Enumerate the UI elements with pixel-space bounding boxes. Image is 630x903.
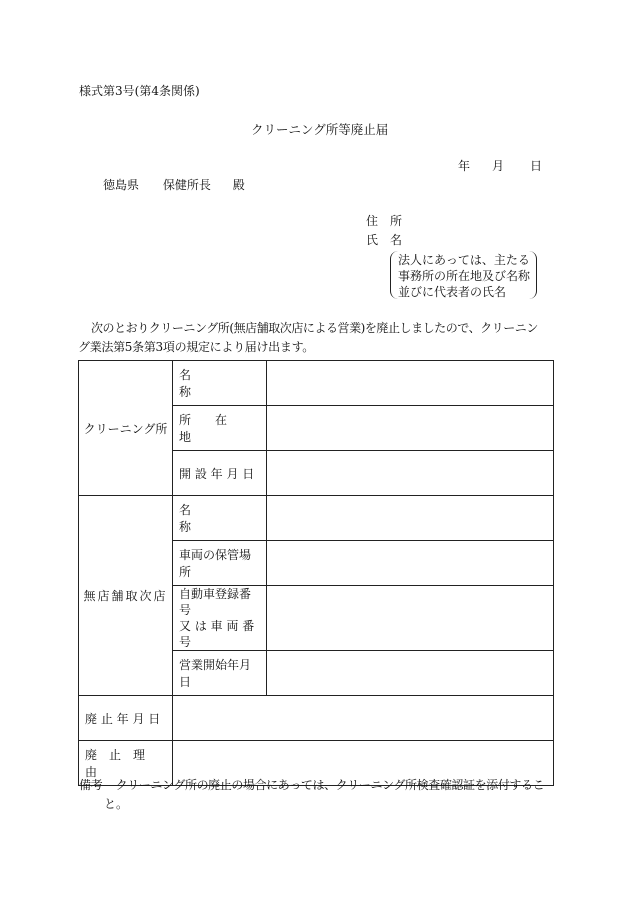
date-month: 月 (492, 159, 505, 173)
abolition-date-field[interactable] (173, 696, 554, 741)
cleaning-shop-location-field[interactable] (267, 406, 554, 451)
vehicle-registration-label-line1: 自動車登録番号 (179, 587, 252, 617)
date-day: 日 (530, 159, 543, 173)
business-start-date-label: 営業開始年月日 (173, 651, 267, 696)
cleaning-shop-name-field[interactable] (267, 361, 554, 406)
storeless-agent-group-label: 無店舗取次店 (79, 496, 173, 696)
remarks (79, 776, 544, 814)
abolition-date-label: 廃 止 年 月 日 (79, 696, 173, 741)
body-text (78, 319, 538, 357)
applicant-note-line: 並びに代表者の氏名 (398, 285, 507, 299)
storeless-agent-name-label: 名 称 (173, 496, 267, 541)
addressee (103, 176, 245, 193)
cleaning-shop-group-label: クリーニング所 (79, 361, 173, 496)
storeless-agent-name-field[interactable] (267, 496, 554, 541)
vehicle-registration-label-line2: 又 は 車 両 番 号 (179, 619, 255, 649)
cleaning-shop-opened-label: 開 設 年 月 日 (173, 451, 267, 496)
remarks-text-line2: と。 (104, 797, 129, 811)
business-start-date-field[interactable] (267, 651, 554, 696)
remarks-text-line1: クリーニング所の廃止の場合にあっては、クリーニング所検査確認証を添付するこ (115, 778, 545, 792)
body-text-line2: グ業法第5条第3項の規定により届け出ます。 (78, 340, 315, 354)
form-number: 様式第3号(第4条関係) (79, 84, 200, 98)
applicant-note-line: 法人にあっては、主たる (398, 253, 530, 267)
abolition-form-table (78, 360, 554, 786)
applicant-address-label: 住 所 (366, 214, 403, 228)
addressee-honorific: 殿 (232, 178, 245, 192)
vehicle-registration-field[interactable] (267, 586, 554, 651)
applicant-name-label: 氏 名 (366, 233, 403, 247)
abolition-reason-label: 廃 止 理 由 (79, 741, 173, 786)
vehicle-storage-field[interactable] (267, 541, 554, 586)
body-text-line1: 次のとおりクリーニング所(無店舗取次店による営業)を廃止しましたので、クリーニン (91, 321, 538, 335)
cleaning-shop-opened-field[interactable] (267, 451, 554, 496)
vehicle-registration-label (173, 586, 267, 651)
addressee-office: 保健所長 (162, 178, 211, 192)
applicant-note-line: 事務所の所在地及び名称 (398, 269, 531, 283)
vehicle-storage-label: 車両の保管場所 (173, 541, 267, 586)
date-year: 年 (458, 159, 471, 173)
remarks-label: 備考 (79, 778, 103, 792)
remarks-line1 (79, 776, 544, 795)
document-title: クリーニング所等廃止届 (251, 122, 389, 137)
cleaning-shop-location-label: 所 在 地 (173, 406, 267, 451)
cleaning-shop-name-label: 名 称 (173, 361, 267, 406)
addressee-prefecture: 徳島県 (103, 178, 140, 192)
applicant-note (398, 252, 530, 300)
